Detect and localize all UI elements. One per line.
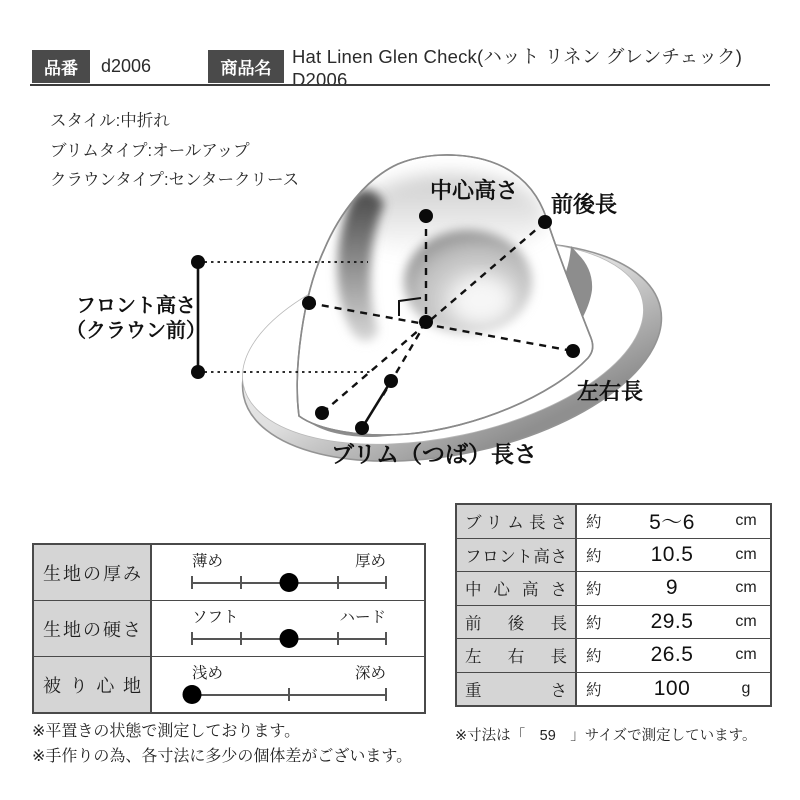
scale-tick [240, 576, 242, 589]
size-label: 重さ [457, 673, 577, 706]
size-label: 前後長 [457, 606, 577, 639]
item-number-label: 品番 [32, 50, 90, 83]
scale-tick [337, 576, 339, 589]
thickness-scale [192, 570, 386, 594]
size-label: 中心高さ [457, 572, 577, 605]
size-unit: cm [735, 646, 757, 664]
label-center-height: 中心高さ [429, 178, 519, 203]
scale-tick [385, 576, 387, 589]
size-row-center-height [457, 571, 770, 605]
size-unit: cm [735, 579, 757, 597]
scale-value-dot [280, 629, 299, 648]
size-unit: cm [735, 545, 757, 563]
product-name-value: Hat Linen Glen Check(ハット リネン グレンチェック) D2006 [292, 45, 743, 90]
approx-prefix: 約 [586, 547, 602, 565]
scale-min-label: ソフト [192, 609, 239, 626]
label-front-height-line2: （クラウン前） [66, 320, 206, 342]
feature-label: 被り心地 [34, 657, 152, 712]
stiffness-scale [192, 626, 386, 650]
feature-row-thickness [34, 545, 424, 600]
size-value: 9 [665, 576, 679, 600]
scale-min-label: 浅め [192, 665, 224, 682]
scale-value-dot [183, 685, 202, 704]
approx-prefix: 約 [586, 514, 602, 532]
size-unit: cm [735, 512, 757, 530]
scale-tick [337, 632, 339, 645]
product-name-label: 商品名 [208, 50, 284, 83]
scale-max-label: 深め [354, 665, 386, 682]
footnote-measured-flat: ※平置きの状態で測定しております。 [32, 723, 301, 740]
feature-row-fit [34, 656, 424, 712]
scale-max-label: ハード [339, 609, 386, 626]
size-label: ブリム長さ [457, 505, 577, 538]
scale-tick [288, 688, 290, 701]
size-unit: g [741, 679, 751, 697]
header-divider [30, 84, 770, 86]
size-row-front-back [457, 605, 770, 639]
size-value: 29.5 [650, 609, 694, 633]
approx-prefix: 約 [586, 648, 602, 666]
spec-brim-type: ブリムタイプ:オールアップ [50, 142, 250, 160]
size-row-brim [457, 505, 770, 538]
size-measurement-table [455, 503, 772, 707]
scale-tick [240, 632, 242, 645]
size-label: フロント高さ [457, 539, 577, 572]
size-unit: cm [735, 612, 757, 630]
footnote-size-59: ※寸法は「 59 」サイズで測定しています。 [455, 728, 757, 744]
scale-value-dot [280, 573, 299, 592]
label-front-back-length: 前後長 [550, 192, 618, 217]
fit-depth-scale [192, 682, 386, 706]
label-brim-length: ブリム（つば）長さ [330, 441, 538, 467]
spec-style: スタイル:中折れ [50, 112, 170, 130]
hat-measurement-diagram [0, 130, 800, 490]
size-value: 100 [653, 676, 691, 700]
scale-min-label: 薄め [192, 553, 224, 570]
label-left-right-length: 左右長 [576, 379, 644, 404]
feature-row-stiffness [34, 600, 424, 656]
approx-prefix: 約 [586, 681, 602, 699]
feature-label: 生地の厚み [34, 545, 152, 600]
approx-prefix: 約 [586, 614, 602, 632]
feature-label: 生地の硬さ [34, 601, 152, 656]
size-row-left-right [457, 638, 770, 672]
scale-tick [191, 576, 193, 589]
size-label: 左右長 [457, 639, 577, 672]
size-value: 26.5 [650, 643, 694, 667]
fabric-feature-table [32, 543, 426, 714]
scale-tick [385, 688, 387, 701]
size-row-weight [457, 672, 770, 706]
size-value: 5〜6 [649, 511, 695, 535]
scale-max-label: 厚め [354, 553, 386, 570]
scale-tick [191, 632, 193, 645]
size-row-front-height [457, 538, 770, 572]
spec-crown-type: クラウンタイプ:センタークリース [50, 171, 300, 189]
scale-tick [385, 632, 387, 645]
footnote-handmade-variance: ※手作りの為、各寸法に多少の個体差がございます。 [32, 748, 413, 765]
item-number-value: d2006 [101, 56, 152, 76]
approx-prefix: 約 [586, 581, 602, 599]
label-front-height-line1: フロント高さ [76, 295, 196, 317]
size-value: 10.5 [650, 542, 694, 566]
